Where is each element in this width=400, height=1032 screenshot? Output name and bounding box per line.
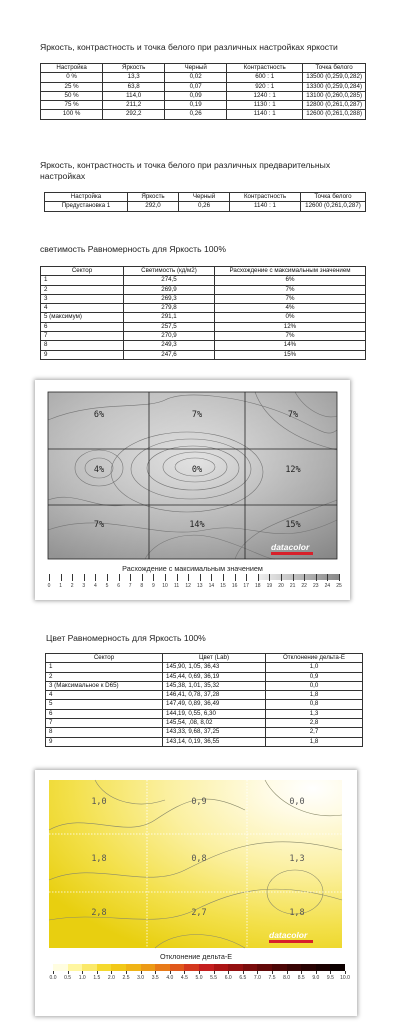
table-row [46, 728, 363, 737]
section1-title: Яркость, контрастность и точка белого при различных настройках яркости [40, 42, 338, 52]
table-cell: 114,0 [103, 91, 165, 100]
color-scale-segment [155, 964, 170, 971]
scale-tick-mark [130, 574, 131, 581]
table-cell: 13,3 [103, 73, 165, 82]
scale-tick-mark [177, 574, 178, 581]
table-row [46, 672, 363, 681]
scale-tick-mark [153, 574, 154, 581]
scale-tick-mark [188, 574, 189, 581]
scale-tick-mark [330, 971, 331, 974]
table-cell: 2 [46, 672, 163, 681]
table-cell: 211,2 [103, 101, 165, 110]
color-scale-segment [243, 964, 258, 971]
column-header: Точка белого [301, 193, 366, 202]
table-cell: 144,19, 0,55, 6,30 [163, 709, 266, 718]
scale-tick-label: 7.0 [253, 975, 261, 981]
scale-tick-mark [223, 574, 224, 581]
table-row [46, 691, 363, 700]
table-cell: 0,26 [179, 202, 230, 211]
scale-tick-label: 14 [208, 583, 215, 589]
table-cell: 1240 : 1 [227, 91, 303, 100]
table-cell: 6% [215, 276, 366, 285]
scale-tick-label: 21 [289, 583, 296, 589]
column-header: Точка белого [303, 64, 366, 73]
scale-tick-mark [141, 971, 142, 974]
scale-tick-mark [49, 574, 50, 581]
table-row [41, 73, 366, 82]
scale-tick-label: 8.0 [283, 975, 291, 981]
scale-tick-mark [97, 971, 98, 974]
deviation-scale [47, 574, 342, 594]
scale-tick-mark [111, 971, 112, 974]
scale-tick-label: 11 [173, 583, 180, 589]
scale-tick-mark [155, 971, 156, 974]
table-row [41, 350, 366, 359]
table-cell: 50 % [41, 91, 103, 100]
scale-tick-label: 0 [47, 583, 51, 589]
scale-tick-label: 2.5 [122, 975, 130, 981]
scale-tick-label: 15 [220, 583, 226, 589]
table-row [46, 737, 363, 746]
scale-tick-mark [304, 574, 305, 581]
scale-tick-label: 4 [94, 583, 97, 589]
scale-tick-label: 1.5 [93, 975, 101, 981]
scale-tick-mark [53, 971, 54, 974]
table-cell: 145,38, 1,01, 35,32 [163, 681, 266, 690]
scale-tick-label: 7 [128, 583, 132, 589]
color-scale-segment [316, 964, 331, 971]
table-cell: 7 [41, 332, 124, 341]
sector-value: 0,8 [191, 854, 207, 864]
scale-tick-label: 10.0 [340, 975, 350, 981]
sector-value: 2,7 [191, 908, 207, 918]
table-cell: 7 [46, 719, 163, 728]
table-cell: 12600 (0,261,0,287) [301, 202, 366, 211]
scale-tick-mark [72, 574, 73, 581]
scale-tick-label: 9 [152, 583, 155, 589]
color-scale-segment [184, 964, 199, 971]
color-scale-segment [330, 964, 345, 971]
table-cell: 5 (максимум) [41, 313, 124, 322]
table-cell: 145,90, 1,05, 36,43 [163, 663, 266, 672]
column-header: Черный [179, 193, 230, 202]
scale-tick-mark [184, 971, 185, 974]
table-cell: 0 % [41, 73, 103, 82]
column-header: Сектор [46, 654, 163, 663]
scale-tick-label: 5 [105, 583, 109, 589]
table-row [41, 322, 366, 331]
scale-tick-label: 19 [266, 583, 273, 589]
table-cell: 6 [46, 709, 163, 718]
table-cell: 274,5 [124, 276, 215, 285]
table-cell: 600 : 1 [227, 73, 303, 82]
scale-tick-mark [235, 574, 236, 581]
scale-tick-mark [339, 574, 340, 581]
color-scale-segment [170, 964, 185, 971]
brightness-table [40, 63, 366, 120]
color-uniformity-panel [35, 770, 357, 1016]
scale-tick-label: 2.0 [107, 975, 115, 981]
scale-tick-mark [95, 574, 96, 581]
sector-value: 0,0 [289, 797, 305, 807]
sector-value: 7% [93, 520, 105, 530]
scale-tick-label: 9.5 [326, 975, 334, 981]
scale-tick-label: 6.5 [239, 975, 247, 981]
table-header-row [46, 654, 363, 663]
table-row [46, 719, 363, 728]
scale-tick-mark [214, 971, 215, 974]
table-cell: 1,8 [266, 737, 363, 746]
scale-tick-mark [316, 971, 317, 974]
table-cell: 2,7 [266, 728, 363, 737]
table-cell: 15% [215, 350, 366, 359]
table-row [41, 110, 366, 119]
sector-value: 7% [287, 410, 299, 420]
column-header: Светимость (кд/м2) [124, 267, 215, 276]
scale-tick-mark [199, 971, 200, 974]
color-scale-segment [228, 964, 243, 971]
color-scale-segment [301, 964, 316, 971]
scale-tick-label: 18 [255, 583, 261, 589]
table-cell: 0% [215, 313, 366, 322]
table-row [41, 91, 366, 100]
table-row [41, 82, 366, 91]
table-cell: 247,6 [124, 350, 215, 359]
table-cell: 279,8 [124, 304, 215, 313]
color-scale-segment [126, 964, 141, 971]
table-cell: 75 % [41, 101, 103, 110]
color-scale-segment [272, 964, 287, 971]
table-cell: 145,54, ,08, 8,02 [163, 719, 266, 728]
color-scale-segment [68, 964, 83, 971]
table-cell: 143,14, 0,19, 36,55 [163, 737, 266, 746]
scale-tick-label: 13 [197, 583, 203, 589]
table-cell: 100 % [41, 110, 103, 119]
scale-tick-label: 24 [324, 583, 331, 589]
table-cell: 7% [215, 332, 366, 341]
color-scale-segment [141, 964, 156, 971]
scale-tick-mark [293, 574, 294, 581]
section2-title: Яркость, контрастность и точка белого при различных предварительных настройках [40, 160, 331, 181]
table-cell: 270,9 [124, 332, 215, 341]
scale-tick-label: 8.5 [297, 975, 305, 981]
scale-tick-label: 7.5 [268, 975, 276, 981]
scale-tick-mark [170, 971, 171, 974]
table-cell: 0,26 [165, 110, 227, 119]
scale-tick-mark [246, 574, 247, 581]
table-cell: 257,5 [124, 322, 215, 331]
scale-tick-mark [257, 971, 258, 974]
datacolor-logo [271, 542, 313, 555]
table-row [46, 681, 363, 690]
color-scale-segment [199, 964, 214, 971]
scale-tick-mark [228, 971, 229, 974]
delta-e-scale [49, 964, 350, 994]
sector-value: 1,3 [289, 854, 305, 864]
scale-tick-label: 5.5 [210, 975, 218, 981]
table-row [41, 285, 366, 294]
sector-value: 0% [191, 465, 203, 475]
table-cell: 13100 (0,260,0,285) [303, 91, 366, 100]
sector-value: 6% [93, 410, 105, 420]
table-row [45, 202, 366, 211]
table-cell: 2,8 [266, 719, 363, 728]
table-cell: 0,02 [165, 73, 227, 82]
table-row [41, 313, 366, 322]
scale-tick-label: 20 [278, 583, 284, 589]
scale-tick-mark [200, 574, 201, 581]
table-row [41, 294, 366, 303]
column-header: Настройка [45, 193, 128, 202]
scale-tick-mark [211, 574, 212, 581]
scale-tick-label: 3 [82, 583, 86, 589]
column-header: Черный [165, 64, 227, 73]
table-row [41, 332, 366, 341]
scale-tick-label: 4.5 [180, 975, 188, 981]
table-cell: 8 [41, 341, 124, 350]
color-scale-segment [257, 964, 272, 971]
scale-tick-label: 0.5 [64, 975, 72, 981]
color-scale-segment [111, 964, 126, 971]
table-cell: 292,0 [128, 202, 179, 211]
table-cell: 292,2 [103, 110, 165, 119]
scale-tick-label: 3.5 [151, 975, 159, 981]
scale-tick-mark [84, 574, 85, 581]
table-row [46, 700, 363, 709]
table-cell: 25 % [41, 82, 103, 91]
table-cell: 14% [215, 341, 366, 350]
sector-value: 1,0 [91, 797, 107, 807]
scale-tick-mark [316, 574, 317, 581]
table-cell: 4 [46, 691, 163, 700]
table-cell: 12800 (0,261,0,287) [303, 101, 366, 110]
table-cell: 0,8 [266, 700, 363, 709]
sector-value: 4% [93, 465, 105, 475]
table-header-row [41, 64, 366, 73]
sector-value: 14% [189, 520, 205, 530]
color-scale-segment [287, 964, 302, 971]
section3-title: светимость Равномерность для Яркость 100% [40, 244, 226, 254]
table-row [41, 304, 366, 313]
table-header-row [45, 193, 366, 202]
scale-tick-label: 2 [70, 583, 74, 589]
table-row [46, 663, 363, 672]
column-header: Контрастность [230, 193, 301, 202]
luminance-uniformity-table [40, 266, 366, 360]
column-header: Настройка [41, 64, 103, 73]
sector-value: 7% [191, 410, 203, 420]
svg-text:datacolor: datacolor [271, 542, 310, 552]
svg-text:datacolor: datacolor [269, 930, 308, 940]
luminance-uniformity-panel [35, 380, 350, 600]
sector-value: 12% [285, 465, 301, 475]
scale-tick-mark [287, 971, 288, 974]
table-cell: 0,0 [266, 681, 363, 690]
table-cell: 1140 : 1 [230, 202, 301, 211]
scale-tick-label: 8 [140, 583, 144, 589]
table-cell: 12600 (0,261,0,288) [303, 110, 366, 119]
scale-tick-mark [269, 574, 270, 581]
table-header-row [41, 267, 366, 276]
column-header: Расхождение с максимальным значением [215, 267, 366, 276]
table-cell: 4 [41, 304, 124, 313]
scale-tick-label: 0.0 [49, 975, 57, 981]
scale-tick-label: 6 [117, 583, 120, 589]
scale-tick-mark [272, 971, 273, 974]
scale-tick-label: 10 [162, 583, 168, 589]
table-cell: 8 [46, 728, 163, 737]
scale-tick-label: 25 [336, 583, 342, 589]
table-cell: 1130 : 1 [227, 101, 303, 110]
table-cell: 269,9 [124, 285, 215, 294]
color-scale-segment [53, 964, 68, 971]
table-cell: 5 [46, 700, 163, 709]
scale-tick-mark [281, 574, 282, 581]
preset-table [44, 192, 366, 212]
scale-tick-mark [258, 574, 259, 581]
column-header: Яркость [103, 64, 165, 73]
table-cell: 9 [41, 350, 124, 359]
scale-tick-label: 22 [301, 583, 307, 589]
table-cell: 920 : 1 [227, 82, 303, 91]
table-cell: 145,44, 0,69, 36,19 [163, 672, 266, 681]
scale-tick-mark [119, 574, 120, 581]
table-cell: 7% [215, 285, 366, 294]
sector-value: 15% [285, 520, 301, 530]
table-cell: 1,3 [266, 709, 363, 718]
table-cell: 12% [215, 322, 366, 331]
scale-tick-label: 16 [231, 583, 238, 589]
scale-tick-label: 3.0 [137, 975, 145, 981]
sector-value: 1,8 [289, 908, 305, 918]
table-cell: 2 [41, 285, 124, 294]
table-cell: 13500 (0,259,0,282) [303, 73, 366, 82]
scale-tick-mark [243, 971, 244, 974]
table-cell: 0,9 [266, 672, 363, 681]
scale-title: Расхождение с максимальным значением [122, 564, 263, 573]
scale-tick-mark [301, 971, 302, 974]
scale-tick-label: 17 [243, 583, 249, 589]
scale-tick-mark [68, 971, 69, 974]
table-cell: Предустановка 1 [45, 202, 128, 211]
scale-tick-mark [142, 574, 143, 581]
scale-tick-label: 1.0 [78, 975, 86, 981]
table-cell: 3 [41, 294, 124, 303]
color-scale-segment [82, 964, 97, 971]
column-header: Сектор [41, 267, 124, 276]
table-cell: 3 (Максимальное к D65) [46, 681, 163, 690]
scale-tick-label: 12 [185, 583, 191, 589]
scale-tick-label: 6.0 [224, 975, 232, 981]
color-scale-segment [97, 964, 112, 971]
table-cell: 1,8 [266, 691, 363, 700]
table-cell: 63,8 [103, 82, 165, 91]
column-header: Контрастность [227, 64, 303, 73]
table-cell: 143,33, 9,68, 37,25 [163, 728, 266, 737]
table-row [41, 101, 366, 110]
table-cell: 0,07 [165, 82, 227, 91]
table-cell: 291,1 [124, 313, 215, 322]
sector-value: 2,8 [91, 908, 107, 918]
section4-title: Цвет Равномерность для Яркость 100% [46, 633, 206, 643]
scale-tick-label: 1 [59, 583, 62, 589]
table-cell: 1,0 [266, 663, 363, 672]
sector-value: 1,8 [91, 854, 107, 864]
color-uniformity-table [45, 653, 363, 747]
scale-tick-mark [82, 971, 83, 974]
table-cell: 249,3 [124, 341, 215, 350]
scale-tick-label: 5.0 [195, 975, 203, 981]
column-header: Цвет (Lab) [163, 654, 266, 663]
table-cell: 269,3 [124, 294, 215, 303]
sector-value: 0,9 [191, 797, 207, 807]
scale-tick-label: 9.0 [312, 975, 320, 981]
table-row [46, 709, 363, 718]
table-cell: 0,19 [165, 101, 227, 110]
table-cell: 6 [41, 322, 124, 331]
scale-tick-mark [126, 971, 127, 974]
scale-title: Отклонение дельта-E [159, 952, 233, 961]
table-cell: 9 [46, 737, 163, 746]
table-row [41, 341, 366, 350]
table-cell: 7% [215, 294, 366, 303]
table-cell: 1 [46, 663, 163, 672]
scale-tick-label: 4.0 [166, 975, 174, 981]
datacolor-logo [269, 930, 313, 943]
table-row [41, 276, 366, 285]
table-cell: 1140 : 1 [227, 110, 303, 119]
table-cell: 146,41, 0,78, 37,28 [163, 691, 266, 700]
table-cell: 4% [215, 304, 366, 313]
scale-tick-mark [165, 574, 166, 581]
scale-tick-mark [61, 574, 62, 581]
table-cell: 147,49, 0,89, 36,49 [163, 700, 266, 709]
table-cell: 0,09 [165, 91, 227, 100]
scale-tick-mark [345, 971, 346, 974]
scale-tick-label: 23 [313, 583, 319, 589]
table-cell: 13300 (0,259,0,284) [303, 82, 366, 91]
scale-tick-mark [327, 574, 328, 581]
scale-tick-mark [107, 574, 108, 581]
column-header: Яркость [128, 193, 179, 202]
table-cell: 1 [41, 276, 124, 285]
color-scale-segment [214, 964, 229, 971]
column-header: Отклонение дельта-E [266, 654, 363, 663]
